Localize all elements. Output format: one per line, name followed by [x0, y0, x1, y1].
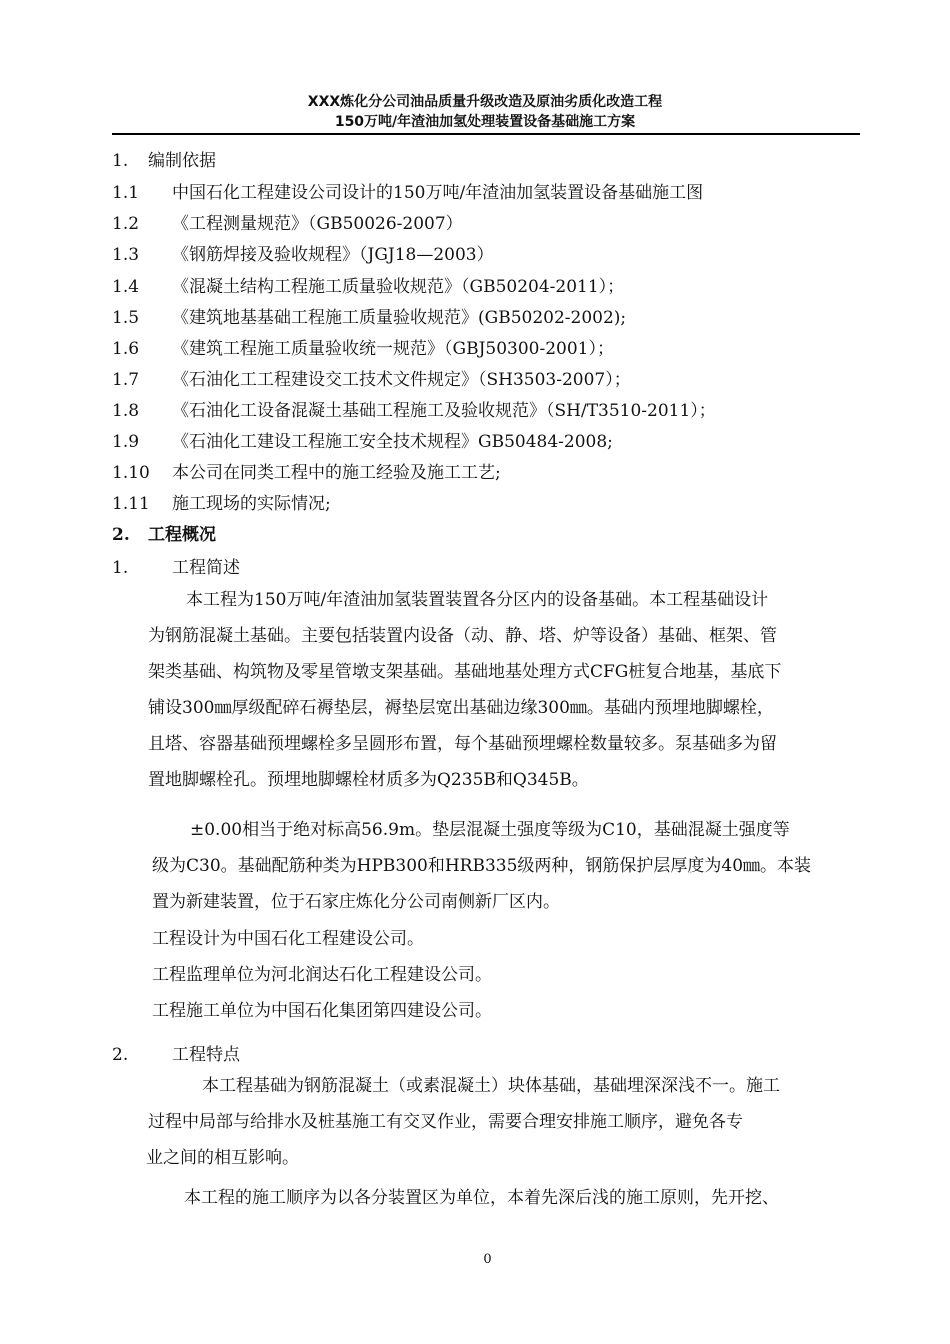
paragraph-line: 级为C30。基础配筋种类为HPB300和HRB335级两种，钢筋保护层厚度为40㎜。本装: [152, 856, 812, 876]
section-2-number: 2.: [112, 525, 130, 545]
paragraph-line: 且塔、容器基础预埋螺栓多呈圆形布置，每个基础预埋螺栓数量较多。泵基础多为留: [148, 734, 777, 754]
list-item: [112, 493, 331, 515]
list-item-number: 1.6: [112, 339, 140, 359]
list-item-text: 《混凝土结构工程施工质量验收规范》（GB50204-2011）；: [172, 277, 625, 297]
list-item: [112, 307, 626, 329]
list-item-text: 《石油化工建设工程施工安全技术规程》GB50484-2008;: [172, 432, 613, 452]
list-item: [112, 182, 703, 204]
designer-line: 工程设计为中国石化工程建设公司。: [152, 929, 424, 949]
list-item: [112, 431, 613, 453]
subsection-1-heading: [112, 557, 240, 579]
list-item-number: 1.5: [112, 308, 140, 328]
paragraph-line: 本工程的施工顺序为以各分装置区为单位，本着先深后浅的施工原则，先开挖、: [184, 1188, 779, 1208]
paragraph-line: 置地脚螺栓孔。预埋地脚螺栓材质多为Q235B和Q345B。: [148, 770, 589, 790]
list-item-text: 施工现场的实际情况;: [172, 494, 331, 514]
section-2-heading: [112, 524, 216, 546]
list-item-number: 1.1: [112, 183, 140, 203]
header-line-2: 150万吨/年渣油加氢处理装置设备基础施工方案: [334, 114, 636, 130]
subsection-1-title: 工程简述: [172, 558, 240, 578]
list-item-number: 1.10: [112, 463, 150, 483]
page-number: 0: [483, 1252, 492, 1267]
subsection-1-number: 1.: [112, 558, 129, 578]
features-paragraph-2: [148, 1180, 779, 1216]
section-1-number: 1.: [112, 151, 129, 171]
section-1-heading: [112, 150, 216, 172]
subsection-2-title: 工程特点: [172, 1045, 240, 1065]
subsection-2-number: 2.: [112, 1045, 129, 1065]
section-2-title: 工程概况: [148, 525, 216, 545]
paragraph-line: 架类基础、构筑物及零星管墩支架基础。基础地基处理方式CFG桩复合地基，基底下: [148, 662, 782, 682]
list-item-text: 本公司在同类工程中的施工经验及施工工艺;: [172, 463, 501, 483]
paragraph-line: 业之间的相互影响。: [146, 1148, 299, 1168]
paragraph-line: 置为新建装置，位于石家庄炼化分公司南侧新厂区内。: [152, 892, 560, 912]
list-item: [112, 369, 631, 391]
list-item-text: 《石油化工工程建设交工技术文件规定》（SH3503-2007）；: [172, 370, 631, 390]
paragraph-line: 过程中局部与给排水及桩基施工有交叉作业，需要合理安排施工顺序，避免各专: [148, 1112, 743, 1132]
project-parties: [152, 921, 492, 1029]
paragraph-line: 本工程基础为钢筋混凝土（或素混凝土）块体基础，基础埋深深浅不一。施工: [202, 1076, 780, 1096]
list-item-text: 《建筑地基基础工程施工质量验收规范》(GB50202-2002);: [172, 308, 627, 328]
header-line-1: XXX炼化分公司油品质量升级改造及原油劣质化改造工程: [307, 94, 663, 110]
paragraph-line: 本工程为150万吨/年渣油加氢装置装置各分区内的设备基础。本工程基础设计: [186, 590, 769, 610]
list-item-text: 《建筑工程施工质量验收统一规范》（GBJ50300-2001）；: [172, 339, 614, 359]
subsection-2-heading: [112, 1044, 240, 1066]
list-item: [112, 244, 494, 266]
list-item-number: 1.8: [112, 401, 140, 421]
list-item-text: 《钢筋焊接及验收规程》（JGJ18—2003）: [172, 245, 494, 265]
list-item-text: 《工程测量规范》（GB50026-2007）: [172, 214, 463, 234]
list-item-text: 《石油化工设备混凝土基础工程施工及验收规范》（SH/T3510-2011）；: [172, 401, 716, 421]
list-item-number: 1.3: [112, 245, 140, 265]
page-header: [112, 92, 858, 132]
paragraph-line: 为钢筋混凝土基础。主要包括装置内设备（动、静、塔、炉等设备）基础、框架、管: [148, 626, 777, 646]
list-item: [112, 462, 501, 484]
overview-paragraph-1: [148, 582, 781, 798]
features-paragraph-1: [148, 1068, 780, 1176]
constructor-line: 工程施工单位为中国石化集团第四建设公司。: [152, 1001, 492, 1021]
overview-paragraph-2: [152, 812, 811, 920]
list-item: [112, 338, 614, 360]
paragraph-line: 铺设300㎜厚级配碎石褥垫层，褥垫层宽出基础边缘300㎜。基础内预埋地脚螺栓，: [148, 698, 774, 718]
list-item-number: 1.7: [112, 370, 140, 390]
list-item-number: 1.4: [112, 277, 140, 297]
section-1-title: 编制依据: [148, 151, 216, 171]
list-item-number: 1.2: [112, 214, 140, 234]
list-item: [112, 213, 463, 235]
supervisor-line: 工程监理单位为河北润达石化工程建设公司。: [152, 965, 492, 985]
list-item-number: 1.11: [112, 494, 150, 514]
paragraph-line: ±0.00相当于绝对标高56.9m。垫层混凝土强度等级为C10，基础混凝土强度等: [190, 820, 790, 840]
list-item: [112, 276, 624, 298]
list-item: [112, 400, 716, 422]
list-item-number: 1.9: [112, 432, 140, 452]
header-rule: [112, 133, 860, 135]
list-item-text: 中国石化工程建设公司设计的150万吨/年渣油加氢装置设备基础施工图: [172, 183, 704, 203]
